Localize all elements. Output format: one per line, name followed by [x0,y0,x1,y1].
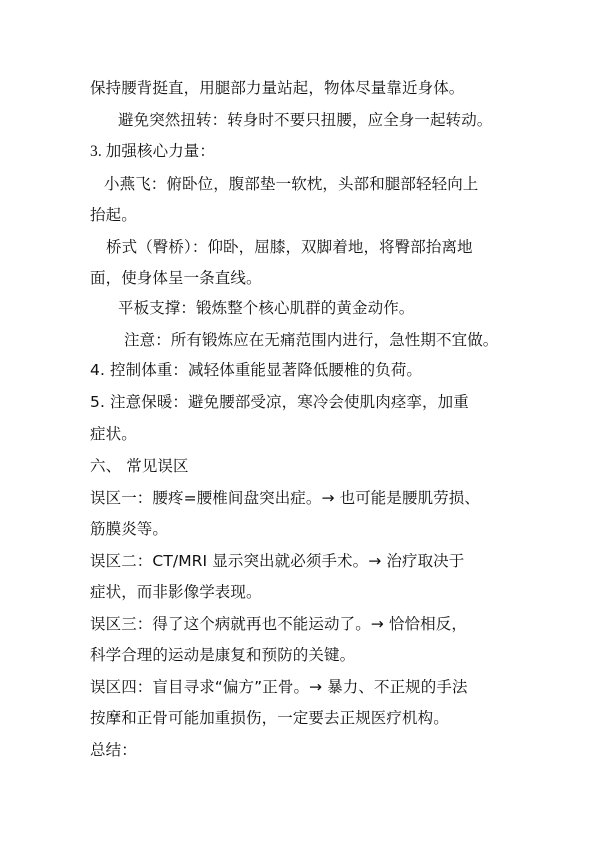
text-line: 科学合理的运动是康复和预防的关键。 [90,646,356,664]
section-heading: 六、 常见误区 [90,457,189,475]
text-line: 按摩和正骨可能加重损伤，一定要去正规医疗机构。 [90,709,449,727]
text-line: 面，使身体呈一条直线。 [90,269,262,287]
text-line: 误区四：盲目寻求“偏方”正骨。→ 暴力、不正规的手法 [90,678,468,696]
text-line: 小燕飞：俯卧位，腹部垫一软枕，头部和腿部轻轻向上 [104,175,479,193]
text-line: 保持腰背挺直，用腿部力量站起，物体尽量靠近身体。 [90,79,465,97]
text-line: 避免突然扭转：转身时不要只扭腰，应全身一起转动。 [118,111,493,129]
text-line: 筋膜炎等。 [90,520,169,538]
list-heading: 3. 加强核心力量： [90,143,216,160]
text-line: 平板支撑：锻炼整个核心肌群的黄金动作。 [118,299,415,317]
summary-heading: 总结： [90,741,137,759]
text-line: 症状。 [90,425,137,443]
text-line: 误区三：得了这个病就再也不能运动了。→ 恰恰相反， [90,615,467,633]
text-line: 抬起。 [90,206,137,224]
text-line: 误区二：CT/MRI 显示突出就必须手术。→ 治疗取决于 [90,552,465,570]
list-item: 5. 注意保暖：避免腰部受凉，寒冷会使肌肉痉挛，加重 [90,393,469,411]
text-line: 桥式（臀桥）：仰卧，屈膝，双脚着地，将臀部抬离地 [106,238,473,256]
note-line: 注意：所有锻炼应在无痛范围内进行，急性期不宜做。 [124,331,499,349]
list-item: 4. 控制体重：减轻体重能显著降低腰椎的负荷。 [90,361,423,379]
text-line: 误区一：腰疼=腰椎间盘突出症。→ 也可能是腰肌劳损、 [90,489,481,507]
text-line: 症状，而非影像学表现。 [90,583,262,601]
